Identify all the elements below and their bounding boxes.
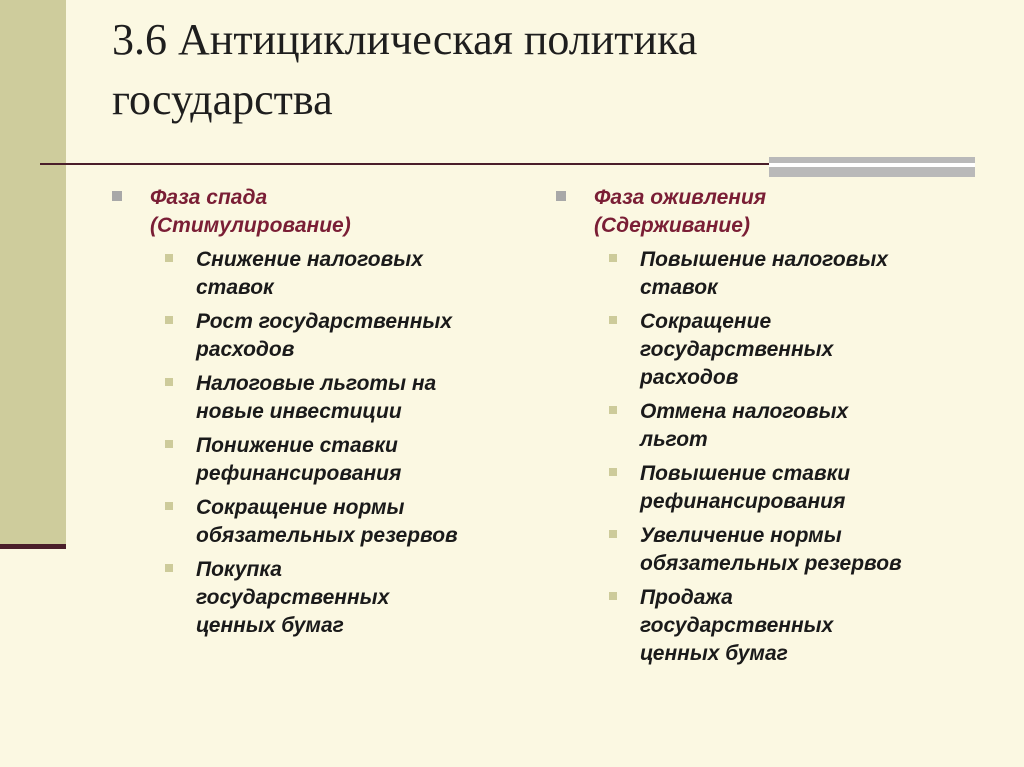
column-heading bbox=[112, 184, 532, 240]
measures-list bbox=[556, 246, 976, 668]
square-bullet-icon bbox=[165, 378, 173, 386]
list-item bbox=[609, 584, 976, 668]
left-decorative-band bbox=[0, 0, 66, 547]
square-bullet-icon bbox=[609, 592, 617, 600]
square-bullet-icon bbox=[609, 406, 617, 414]
list-item-text bbox=[196, 370, 436, 426]
list-item-text bbox=[640, 584, 833, 668]
list-item-line: расходов bbox=[196, 338, 295, 361]
heading-phase: Фаза спада bbox=[150, 186, 268, 209]
slide-title bbox=[112, 10, 992, 130]
list-item bbox=[165, 556, 532, 640]
list-item-text bbox=[640, 246, 888, 302]
list-item-line: рефинансирования bbox=[196, 462, 402, 485]
column-heading-text bbox=[594, 184, 766, 240]
list-item bbox=[609, 308, 976, 392]
list-item-line: Сокращение bbox=[640, 310, 772, 333]
list-item bbox=[165, 494, 532, 550]
square-bullet-icon bbox=[609, 254, 617, 262]
list-item-line: государственных bbox=[640, 614, 834, 637]
list-item-text bbox=[640, 398, 848, 454]
square-bullet-icon bbox=[165, 254, 173, 262]
list-item-line: Понижение ставки bbox=[196, 434, 398, 457]
list-item-line: рефинансирования bbox=[640, 490, 846, 513]
heading-policy: (Стимулирование) bbox=[150, 214, 351, 237]
list-item bbox=[165, 370, 532, 426]
list-item bbox=[165, 308, 532, 364]
list-item-line: Рост государственных bbox=[196, 310, 452, 333]
heading-policy: (Сдерживание) bbox=[594, 214, 750, 237]
column-recovery bbox=[556, 184, 976, 674]
list-item-line: льгот bbox=[640, 428, 708, 451]
measures-list bbox=[112, 246, 532, 640]
square-bullet-icon bbox=[165, 316, 173, 324]
square-bullet-icon bbox=[165, 564, 173, 572]
list-item-line: Повышение налоговых bbox=[640, 248, 888, 271]
column-heading-text bbox=[150, 184, 351, 240]
square-bullet-icon bbox=[165, 440, 173, 448]
list-item-line: государственных bbox=[640, 338, 834, 361]
slide-title-line-1: 3.6 Антициклическая политика bbox=[112, 15, 698, 64]
list-item-text bbox=[196, 432, 401, 488]
square-bullet-icon bbox=[609, 316, 617, 324]
list-item-line: Увеличение нормы bbox=[640, 524, 842, 547]
list-item-line: Покупка bbox=[196, 558, 282, 581]
list-item-line: обязательных резервов bbox=[640, 552, 902, 575]
list-item-text bbox=[196, 308, 452, 364]
list-item-line: обязательных резервов bbox=[196, 524, 458, 547]
list-item-text bbox=[640, 522, 902, 578]
list-item-line: ставок bbox=[640, 276, 718, 299]
column-heading bbox=[556, 184, 976, 240]
list-item-line: Продажа bbox=[640, 586, 733, 609]
list-item bbox=[609, 522, 976, 578]
list-item-text bbox=[196, 494, 458, 550]
list-item-line: Повышение ставки bbox=[640, 462, 851, 485]
list-item-line: расходов bbox=[640, 366, 739, 389]
left-band-rule bbox=[0, 544, 66, 549]
square-bullet-icon bbox=[556, 191, 566, 201]
square-bullet-icon bbox=[112, 191, 122, 201]
list-item-line: Отмена налоговых bbox=[640, 400, 849, 423]
square-bullet-icon bbox=[609, 530, 617, 538]
list-item-text bbox=[196, 556, 389, 640]
slide-title-line-2: государства bbox=[112, 75, 333, 124]
list-item-text bbox=[196, 246, 423, 302]
list-item-text bbox=[640, 308, 833, 392]
list-item-line: новые инвестиции bbox=[196, 400, 402, 423]
list-item-line: ценных бумаг bbox=[196, 614, 344, 637]
list-item-line: государственных bbox=[196, 586, 390, 609]
list-item-line: ставок bbox=[196, 276, 274, 299]
list-item bbox=[165, 246, 532, 302]
list-item bbox=[165, 432, 532, 488]
decorative-gray-bar bbox=[769, 157, 975, 177]
list-item-text bbox=[640, 460, 850, 516]
list-item-line: Снижение налоговых bbox=[196, 248, 423, 271]
list-item bbox=[609, 460, 976, 516]
column-recession bbox=[112, 184, 532, 646]
list-item-line: Налоговые льготы на bbox=[196, 372, 437, 395]
heading-phase: Фаза оживления bbox=[594, 186, 767, 209]
list-item-line: ценных бумаг bbox=[640, 642, 788, 665]
square-bullet-icon bbox=[609, 468, 617, 476]
list-item bbox=[609, 398, 976, 454]
square-bullet-icon bbox=[165, 502, 173, 510]
list-item-line: Сокращение нормы bbox=[196, 496, 405, 519]
list-item bbox=[609, 246, 976, 302]
